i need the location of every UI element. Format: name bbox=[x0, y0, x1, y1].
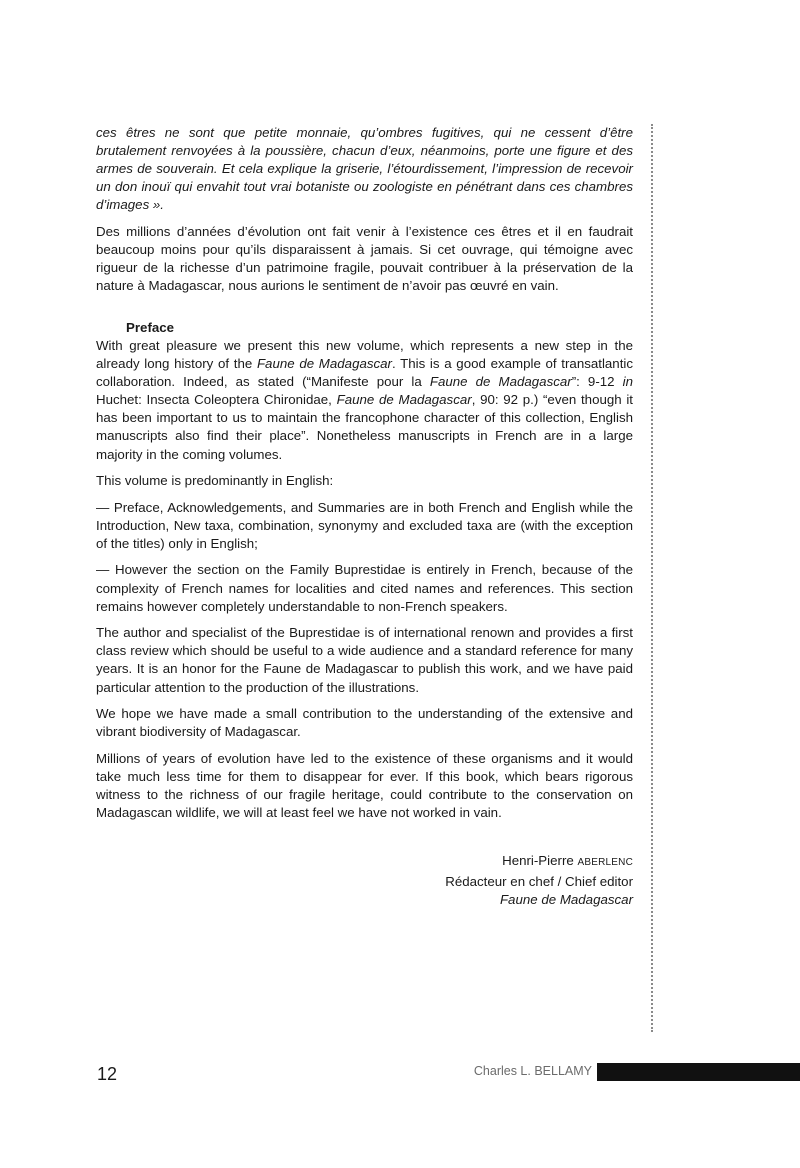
intro-title-1: Faune de Madagascar bbox=[256, 356, 392, 372]
signature-first-name: Henri-Pierre bbox=[502, 853, 578, 869]
intro-text-1: With great pleasure we present this new volume, which represents a new step in the already long history of the bbox=[96, 337, 633, 372]
predominantly-paragraph: This volume is predominantly in English: bbox=[96, 473, 334, 489]
english-closing-paragraph: Millions of years of evolution have led to the existence of these organisms and it would take much less time for them to disappear for ever. If this book, which bears rigorous witness to the richness of our fragile heritage, could contribute to the conservation on Madagascan wildlife, we will at least feel we have not worked in vain. bbox=[96, 750, 633, 821]
intro-in: in bbox=[622, 374, 633, 390]
signature-block bbox=[96, 852, 633, 910]
preface-heading: Preface bbox=[126, 319, 175, 335]
intro-text-5: , 90: 92 p.) “even though it has been important to us to maintain the francophone character of this collection, English manuscripts also find their place”. Nonetheless manuscripts in French are in a large majority in the coming volumes. bbox=[96, 392, 634, 462]
margin-dotted-rule bbox=[651, 124, 653, 1032]
signature-role: Rédacteur en chef / Chief editor bbox=[445, 873, 633, 889]
hope-paragraph: We hope we have made a small contribution to the understanding of the extensive and vibrant biodiversity of Madagascar. bbox=[96, 706, 633, 740]
signature-surname: ABERLENC bbox=[577, 857, 633, 869]
running-author: Charles L. BELLAMY bbox=[473, 1064, 592, 1078]
footer-bar bbox=[597, 1063, 800, 1081]
section-gap bbox=[96, 304, 633, 319]
intro-text-2: . This is a good example of transatlantic collaboration. Indeed, as stated (“Manifeste pour la bbox=[96, 356, 633, 390]
list-item-buprestidae: — However the section on the Family Buprestidae is entirely in French, because of the complexity of French names for localities and cited names and references. This section remains however completely understandable to non-French speakers. bbox=[96, 562, 633, 614]
intro-text-3: ”: 9-12 bbox=[571, 374, 623, 390]
page-body bbox=[96, 124, 633, 910]
list-item-languages: — Preface, Acknowledgements, and Summaries are in both French and English while the Introduction, New taxa, combination, synonymy and excluded taxa are (with the exception of the titles) only in English; bbox=[96, 499, 633, 551]
signature-name bbox=[96, 852, 633, 873]
intro-title-2: Faune de Madagascar bbox=[429, 374, 572, 390]
intro-title-3: Faune de Madagascar bbox=[336, 392, 472, 408]
french-closing-paragraph: Des millions d’années d’évolution ont fait venir à l’existence ces êtres et il en faudrait beaucoup moins pour qu’ils disparaissent à jamais. Si cet ouvrage, qui témoigne avec rigueur de la richesse d’un patrimoine fragile, pouvait contribuer à la préservation de la nature à Madagascar, nous aurions le sentiment de n’avoir pas œuvré en vain. bbox=[96, 223, 633, 294]
french-quote-paragraph: ces êtres ne sont que petite monnaie, qu’ombres fugitives, qui ne cessent d’être brutalement renvoyées à la poussière, chacun d’eux, néanmoins, porte une figure et des armes de souverain. Et cela explique la griserie, l’étourdissement, l’impression de recevoir un don inouï qui envahit tout vrai botaniste ou zoologiste en pénétrant dans ces chambres d’images ». bbox=[96, 125, 633, 213]
author-paragraph: The author and specialist of the Buprestidae is of international renown and provides a first class review which should be useful to a wide audience and a standard reference for many years. It is an honor for the Faune de Madagascar to publish this work, and we have paid particular attention to the production of the illustrations. bbox=[96, 625, 633, 695]
preface-intro-paragraph bbox=[96, 337, 633, 464]
intro-text-4: Huchet: Insecta Coleoptera Chironidae, bbox=[96, 392, 337, 408]
page-number: 12 bbox=[97, 1064, 118, 1084]
signature-publication: Faune de Madagascar bbox=[499, 892, 633, 908]
